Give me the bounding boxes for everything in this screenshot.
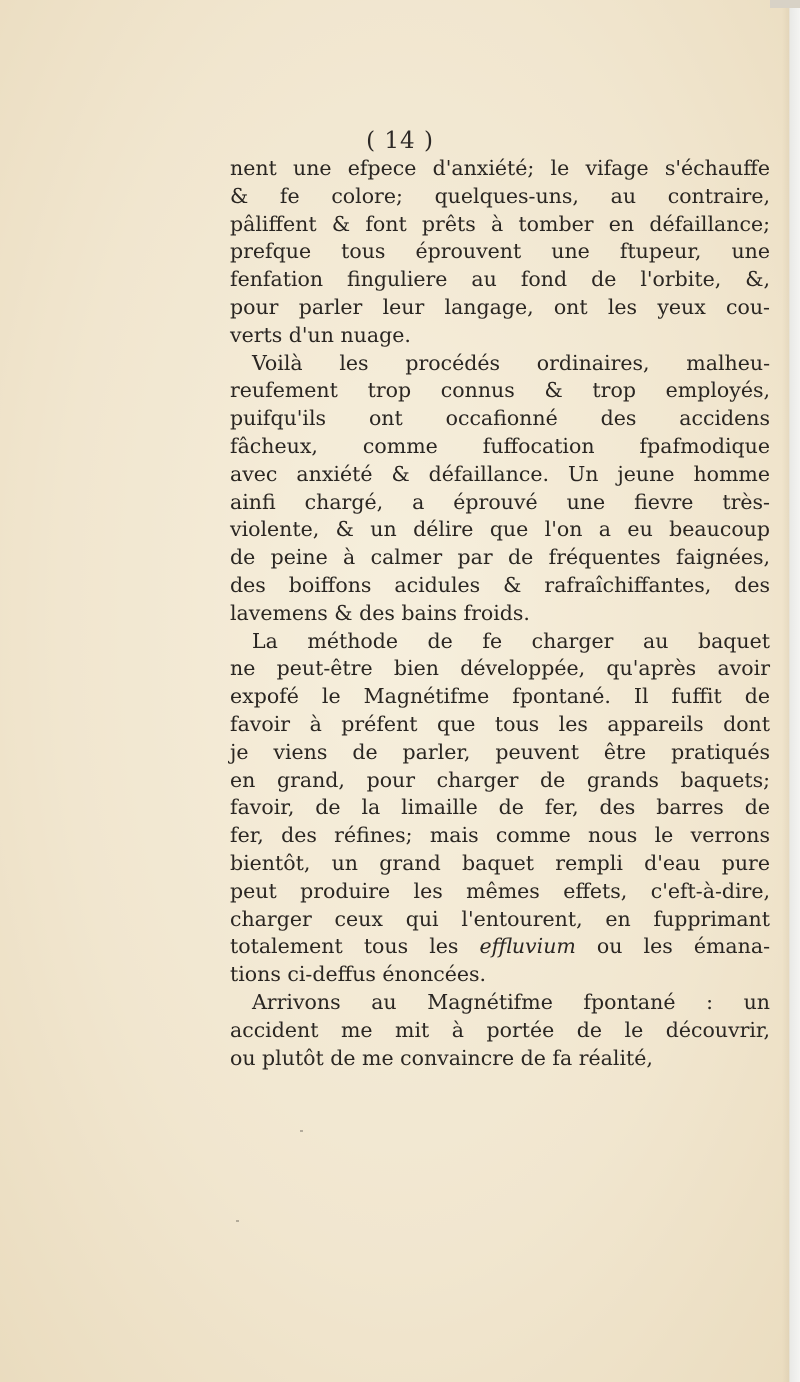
text-line: en grand, pour charger de grands baquets; (230, 767, 770, 792)
text-line: accident me mit à portée de le découvrir, (230, 1017, 770, 1042)
page-edge-mark (770, 0, 800, 8)
text-line: de peine à calmer par de fréquentes faignées, (230, 545, 770, 570)
text-line: fenfation finguliere au fond de l'orbite, &, (230, 267, 770, 292)
text-line: ou plutôt de me convaincre de fa réalité, (230, 1045, 653, 1070)
text-line: peut produire les mêmes effets, c'eft-à-dire, (230, 878, 770, 903)
text-line: totalement tous les effluvium ou les émana- (230, 934, 770, 959)
text-line: prefque tous éprouvent une ftupeur, une (230, 239, 770, 264)
text-line: fâcheux, comme fuffocation fpafmodique (230, 433, 770, 458)
paper-speck (300, 1130, 303, 1132)
text-line: & fe colore; quelques-uns, au contraire, (230, 183, 770, 208)
text-line: tions ci-deffus énoncées. (230, 962, 487, 987)
text-line: lavemens & des bains froids. (230, 600, 530, 625)
page-number: ( 14 ) (366, 128, 434, 154)
text-line: bientôt, un grand baquet rempli d'eau pure (230, 850, 770, 875)
text-line: verts d'un nuage. (230, 322, 411, 347)
text-line: pâliffent & font prêts à tomber en défaillance; (230, 211, 770, 236)
text-line: La méthode de fe charger au baquet (252, 628, 770, 653)
text-line: avec anxiété & défaillance. Un jeune homme (230, 461, 770, 486)
text-line: je viens de parler, peuvent être pratiqués (230, 739, 770, 764)
text-line: favoir, de la limaille de fer, des barres de (230, 795, 770, 820)
text-line: des boiffons acidules & rafraîchiffantes, des (230, 572, 770, 597)
text-line: violente, & un délire que l'on a eu beaucoup (230, 517, 770, 542)
paper-speck (236, 1220, 239, 1222)
text-line: nent une efpece d'anxiété; le vifage s'échauffe (230, 156, 770, 180)
page-edge (782, 0, 800, 1382)
text-line: expofé le Magnétifme fpontané. Il fuffit de (230, 684, 770, 709)
text-line: fer, des réfines; mais comme nous le verrons (230, 823, 770, 848)
text-line: reufement trop connus & trop employés, (230, 378, 770, 403)
text-line: Voilà les procédés ordinaires, malheu- (252, 350, 770, 375)
text-line: ne peut-être bien développée, qu'après avoir (230, 656, 770, 681)
text-line: ainfi chargé, a éprouvé une fievre très- (230, 489, 770, 514)
text-line: favoir à préfent que tous les appareils dont (230, 711, 770, 736)
text-line: pour parler leur langage, ont les yeux cou- (230, 294, 770, 319)
body-text (230, 155, 770, 1072)
text-line: charger ceux qui l'entourent, en fupprimant (230, 906, 770, 931)
text-line: puifqu'ils ont occafionné des accidens (230, 406, 770, 431)
text-line: Arrivons au Magnétifme fpontané : un (252, 989, 770, 1014)
